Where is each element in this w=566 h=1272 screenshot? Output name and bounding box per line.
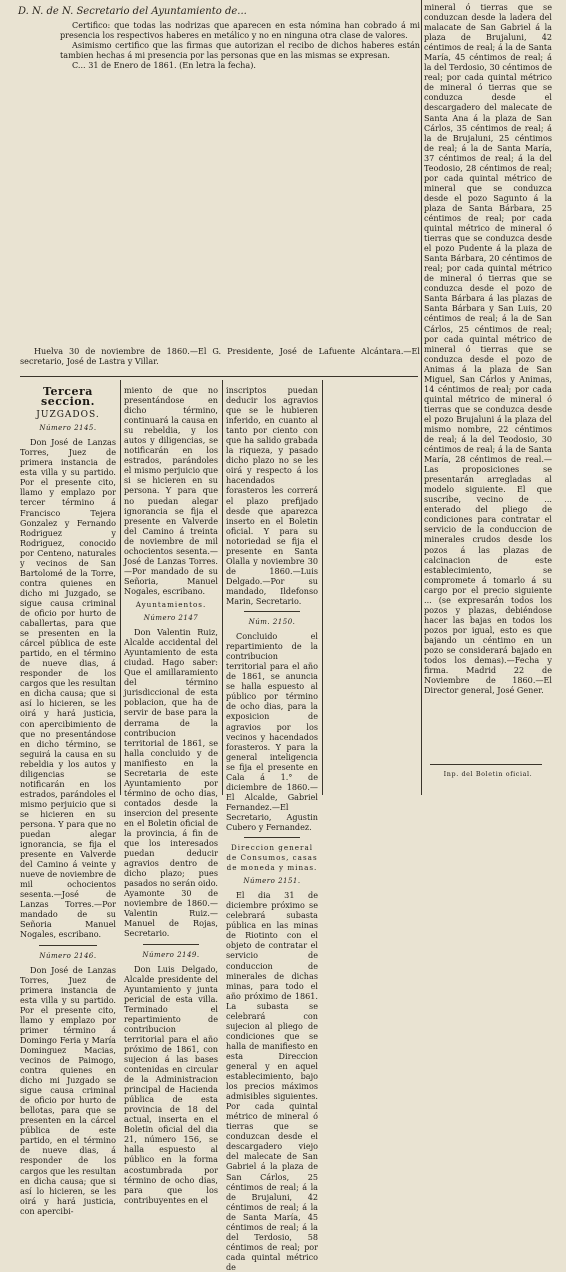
notice-number: Número 2147 xyxy=(143,614,199,623)
notice-number: Número 2149. xyxy=(142,950,200,959)
notice-number: Número 2151. xyxy=(243,877,301,886)
notice-number: Núm. 2150. xyxy=(248,618,296,627)
column-divider xyxy=(222,380,223,795)
column-2 xyxy=(124,385,218,1205)
certificate-paragraph: Certifico: que todas las nodrizas que aparecen en esta nómina han cobrado á mi presencia los respectivos haberes en metálico y no en ninguna otra clase de valores. xyxy=(60,20,420,40)
direccion-heading: Direccion general de Consumos, casas de moneda y minas. xyxy=(226,843,318,873)
notice-separator xyxy=(244,611,299,612)
certificate-date: C... 31 de Enero de 1861. (En letra la fecha). xyxy=(72,60,256,70)
notice-text: Don Luis Delgado, Alcalde presidente del Ayuntamiento y junta pericial de esta villa. Terminado el repartimiento de contribucion territorial para el año próximo de 1861, con sujecion á las bases contenidas en circular de la Administracion principal de Hacienda pública de esta provincia de 18 del actual, inserta en el Boletin oficial del dia 21, número 156, se halla espuesto al público en la forma acostumbrada por término de ocho dias, para que los contribuyentes en el xyxy=(124,963,218,1205)
footer-rule xyxy=(430,764,542,765)
column-1 xyxy=(20,385,116,1216)
column-3 xyxy=(226,385,318,1272)
column-divider xyxy=(120,380,121,795)
notice-text: Don José de Lanzas Torres, Juez de primera instancia de esta villa y su partido. Por el presente cito, llamo y emplazo por tercer término á Francisco Tejera Gonzalez y Fernando Rodriguez y Rodriguez, conocido por Centeno, naturales y vecinos de San Bartolomé de la Torre, contra quienes en dicho mi Juzgado, se sigue causa criminal de oficio por hurto de caballertas, para que se presenten en la cárcel pública de este partido, en el término de nueve dias, á responder de los cargos que les resultan en dicha causa; que si así lo hicieren, se les oirá y hará justicia, con apercibimiento de que no presentándose en dicho término, se seguirá la causa en su rebeldia y los autos y diligencias se notificarán en los estrados, parándoles el mismo perjuicio que si se hicieren en su persona. Y para que no puedan alegar ignorancia, se fija el presente en Valverde del Camino á veinte y nueve de noviembre de mil ochocientos sesenta.—José de Lanzas Torres.—Por mandado de su Señoria Manuel Nogales, escribano. xyxy=(20,437,116,940)
notice-separator xyxy=(143,944,199,945)
notice-text: Don Valentin Ruiz, Alcalde accidental del Ayuntamiento de esta ciudad. Hago saber: Que el amillaramiento del término jurisdiccional de esta poblacion, que ha de servir de base para la derrama de la contribucion territorial de 1861, se halla concluido y de manifiesto en la Secretaria de este Ayuntamiento por término de ocho dias, contados desde la insercion del presente en el Boletin oficial de la provincia, á fin de que los interesados puedan deducir agravios dentro de dicho plazo; pues pasados no serán oido. Ayamonte 30 de noviembre de 1860.—Valentin Ruiz.—Manuel de Rojas, Secretario. xyxy=(124,627,218,939)
notice-continuation: miento de que no presentándose en dicho término, continuará la causa en su rebeldia, y los autos y diligencias, se notificarán en los estrados, parándoles el mismo perjuicio que si se hicieren en su persona. Y para que no puedan alegar ignorancia se fija el presente en Valverde del Camino á treinta de noviembre de mil ochocientos sesenta.—José de Lanzas Torres.—Por mandado de su Señoria, Manuel Nogales, escribano. xyxy=(124,385,218,596)
notice-number: Número 2146. xyxy=(39,951,97,960)
notice-text: Concluido el repartimiento de la contribucion territorial para el año de 1861, se anuncia se halla espuesto al público por término de ocho dias, para la exposicion de agravios por los vecinos y hacendados forasteros. Y para la general inteligencia se fija el presente en Cala á 1.° de diciembre de 1860.—El Alcalde, Gabriel Fernandez.—El Secretario, Agustin Cubero y Fernandez. xyxy=(226,631,318,832)
notice-separator xyxy=(244,837,299,838)
notice-continuation: mineral ó tierras que se conduzcan desde la ladera del malacate de San Gabriel á la plaza de Brujaluni, 42 céntimos de real; á la de Santa María, 45 céntimos de real; á la del Terdosio, 30 céntimos de real; por cada quintal métrico de mineral ó tierras que se conduzca desde el descargadero del malecate de Santa Ana á la plaza de San Cárlos, 35 céntimos de real; á la de Brujaluni, 25 céntimos de real; á la de Santa María, 37 céntimos de real; á la del Teodosio, 28 céntimos de real; por cada quintal métrico de mineral que se conduzca desde el pozo Sagunto á la plaza de Santa Bárbara, 25 céntimos de real; por cada quintal métrico de mineral ó tierras que se conduzca desde el pozo Pudente á la plaza de Santa Bárbara, 20 céntimos de real; por cada quintal métrico de mineral ó tierras que se conduzca desde el pozo de Santa Bárbara á las plazas de Santa Bárbara y San Luis, 20 céntimos de real; á la de San Cárlos, 25 céntimos de real; por cada quintal métrico de mineral ó tierras que se conduzca desde el pozo de Animas á la plaza de San Miguel, San Cárlos y Animas, 14 céntimos de real; por cada quintal métrico de mineral ó tierras que se conduzca desde el pozo Brujaluni á la plaza del mismo nombre, 22 céntimos de real; á la del Teodosio, 30 céntimos de real; á la de Santa María, 28 céntimos de real.—Las proposiciones se presentarán arregladas al modelo siguiente. El que suscribe, vecino de ... enterado del pliego de condiciones para contratar el servicio de la conduccion de minerales crudos desde los pozos á las plazas de calcinacion de este establecimiento, se compromete á tomarlo á su cargo por el precio siguiente ... (se expresarán todos los pozos y plazas, debiéndose hacer las bajas en todos los pozos por igual, esto es que bajando un céntimo en un pozo se considerará bajado en todos los demas).—Fecha y firma. Madrid 22 de Noviembre de 1860.—El Director general, José Gener. xyxy=(424,2,552,696)
notice-text: Don José de Lanzas Torres, Juez de primera instancia de esta villa y su partido. Por el presente cito, llamo y emplazo por primer término á Domingo Feria y María Dominguez Macias, vecinos de Paimogo, contra quienes en dicho mi Juzgado se sigue causa criminal de oficio por hurto de bellotas, para que se presenten en la cárcel pública de este partido, en el término de nueve dias, á responder de los cargos que les resultan en dicha causa; que si así lo hicieren, se les oirá y hará justicia, con apercibi- xyxy=(20,964,116,1216)
notice-continuation: inscriptos puedan deducir los agravios que se le hubieren inferido, en cuanto al tanto por ciento con que ha salido grabada la riqueza, y pasado dicho plazo no se les oirá y respecto á los hacendados forasteros les correrá el plazo prefijado desde que aparezca inserto en el Boletin oficial. Y para su notoriedad se fija el presente en Santa Olalla y noviembre 30 de 1860.—Luis Delgado.—Por su mandado, Ildefonso Marin, Secretario. xyxy=(226,385,318,606)
section-title: Tercera seccion. xyxy=(41,385,95,409)
certificate-block xyxy=(60,20,420,70)
ayuntamientos-heading: Ayuntamientos. xyxy=(135,599,207,609)
column-divider xyxy=(421,0,422,795)
column-4 xyxy=(424,2,552,762)
notice-text: El dia 31 de diciembre próximo se celebrará subasta pública en las minas de Riotinto con el objeto de contratar el servicio de conduccion de minerales de dichas minas, para todo el año próximo de 1861. La subasta se celebrará con sujecion al pliego de condiciones que se halla de manifiesto en esta Direccion general y en aquel establecimiento, bajo los precios máximos admisibles siguientes. Por cada quintal métrico de mineral ó tierras que se conduzcan desde el descargadero viejo del malecate de San Gabriel á la plaza de San Cárlos, 25 céntimos de real; á la de Brujaluni, 42 céntimos de real; á la de Santa María, 45 céntimos de real; á la del Terdosio, 58 céntimos de real; por cada quintal métrico de xyxy=(226,890,318,1272)
subsection-title: JUZGADOS. xyxy=(36,410,100,421)
notice-separator xyxy=(39,945,97,946)
top-divider xyxy=(20,376,418,377)
running-head: D. N. de N. Secretario del Ayuntamiento de... xyxy=(18,6,247,17)
column-divider xyxy=(322,380,323,795)
certificate-paragraph: Asimismo certifico que las firmas que autorizan el recibo de dichos haberes están tambien hechas á mi presencia por las personas que en las mismas se expresan. xyxy=(60,40,420,60)
printer-imprint: Inp. del Boletin oficial. xyxy=(443,770,533,778)
huelva-signature-line: Huelva 30 de noviembre de 1860.—El G. Presidente, José de Lafuente Alcántara.—El secretario, José de Lastra y Villar. xyxy=(20,346,420,366)
notice-number: Número 2145. xyxy=(39,424,97,433)
